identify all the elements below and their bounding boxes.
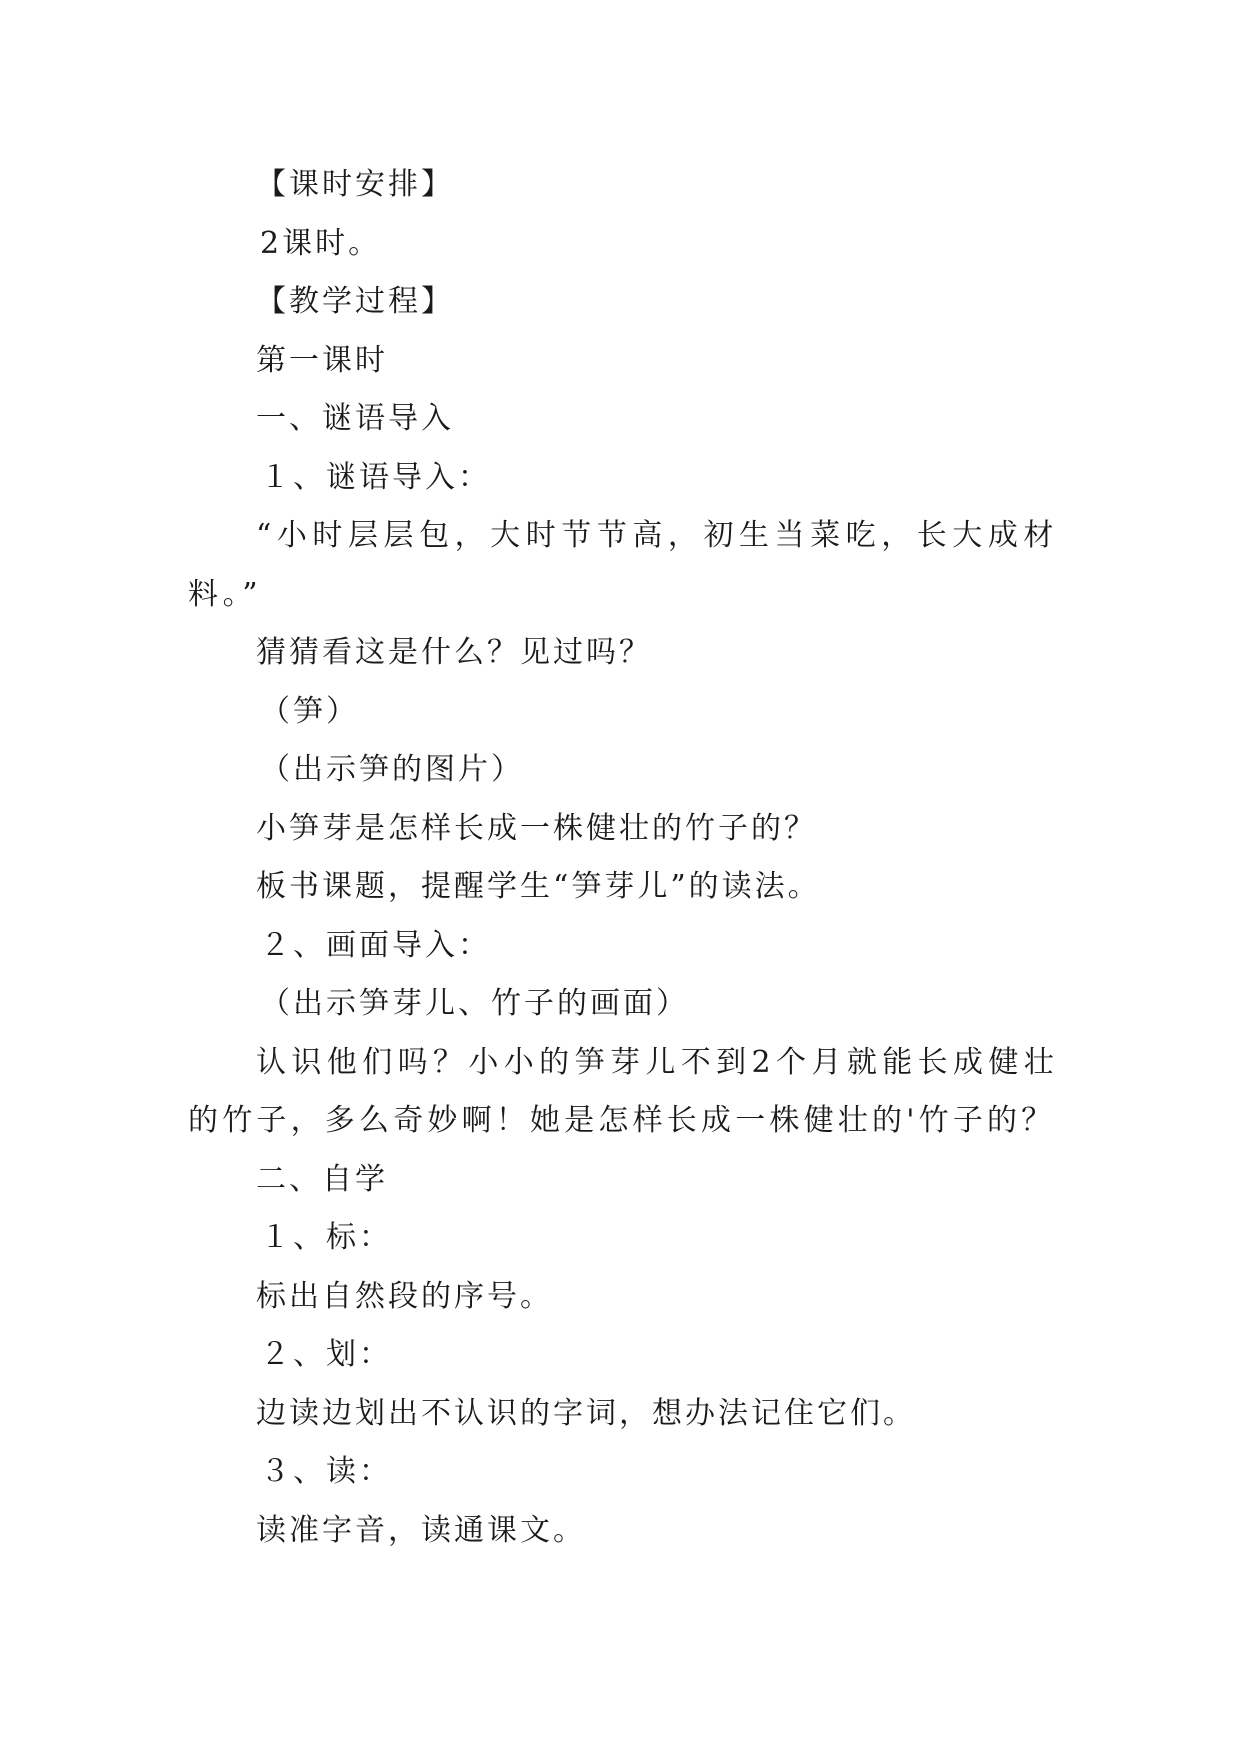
part-heading: 二、自学 (256, 1161, 388, 1197)
text-line: 读准字音，读通课文。 (256, 1512, 586, 1548)
text-line: （笋） (260, 693, 359, 729)
step-heading: １、谜语导入： (260, 459, 491, 495)
text-line: 2课时。 (260, 225, 382, 261)
section-heading-process: 【教学过程】 (256, 284, 454, 319)
text-line: （出示笋芽儿、竹子的画面） (260, 986, 689, 1021)
part-heading: 一、谜语导入 (256, 401, 454, 436)
step-heading: １、标： (260, 1220, 392, 1255)
intro-paragraph: 认识他们吗？小小的笋芽儿不到2个月就能长成健壮的竹子，多么奇妙啊！她是怎样长成一株健壮的'竹子的？ (188, 1044, 1058, 1138)
text-line: 猜猜看这是什么？见过吗？ (256, 635, 652, 670)
step-heading: ２、划： (260, 1337, 392, 1372)
text-line: 板书课题，提醒学生“笋芽儿”的读法。 (256, 869, 821, 904)
section-heading-schedule: 【课时安排】 (256, 167, 454, 202)
lesson-heading: 第一课时 (256, 342, 388, 378)
document-body (188, 156, 1058, 1560)
step-heading: ３、读： (260, 1454, 392, 1489)
text-line: 标出自然段的序号。 (256, 1278, 553, 1314)
riddle-paragraph: “小时层层包，大时节节高，初生当菜吃，长大成材料。” (188, 518, 1058, 612)
text-line: 边读边划出不认识的字词，想办法记住它们。 (256, 1395, 916, 1431)
text-line: （出示笋的图片） (260, 752, 524, 787)
text-line: 小笋芽是怎样长成一株健壮的竹子的？ (256, 810, 817, 846)
step-heading: ２、画面导入： (260, 927, 491, 963)
